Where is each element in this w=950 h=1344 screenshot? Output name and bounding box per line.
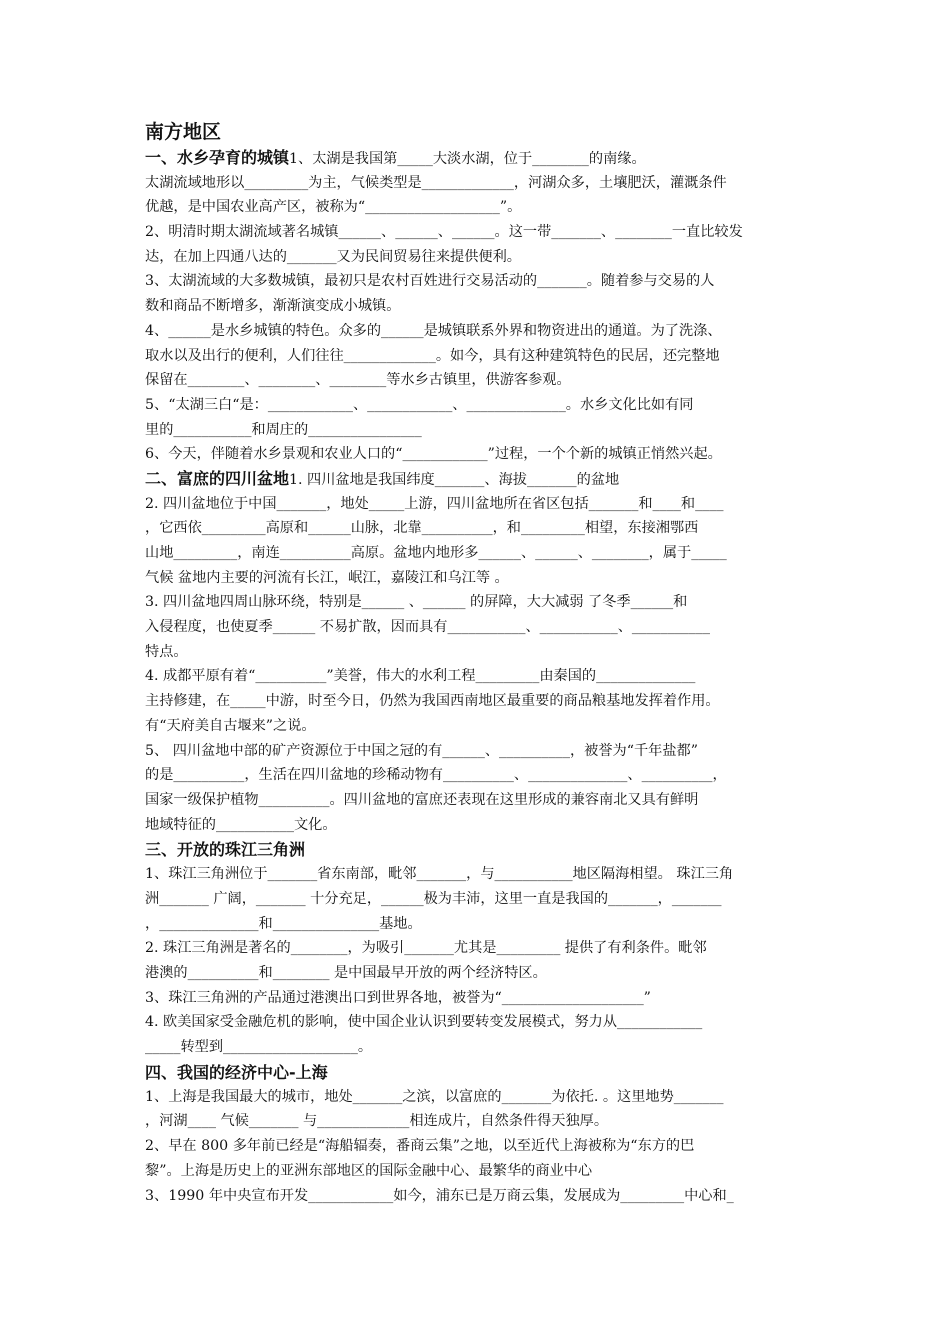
section-1-line: 5、“太湖三白“是：____________、____________、______________。水乡文化比如有同 (145, 396, 694, 413)
section-4-line: 3、1990 年中央宣布开发____________如今，浦东已是万商云集，发展成为_________中心和_ (145, 1187, 734, 1204)
section-4-line: 1、上海是我国最大的城市，地处_______之滨，以富庶的_______为依托. 。这里地势_______ (145, 1088, 724, 1105)
section-1-line: 取水以及出行的便利，人们往往_____________。如今，具有这种建筑特色的民居，还完整地 (145, 347, 720, 364)
section-2-heading: 二、富庶的四川盆地 (145, 468, 290, 488)
document-page (145, 118, 810, 1208)
page-title: 南方地区 (145, 121, 222, 143)
section-4-line: ，河湖____ 气候_______ 与_____________相连成片，自然条件得天独厚。 (145, 1113, 609, 1130)
section-1-line: 2、明清时期太湖流域著名城镇______、______、______。这一带_______、________一直比较发 (145, 224, 743, 241)
section-1-line: 达，在加上四通八达的_______又为民间贸易往来提供便利。 (145, 248, 521, 265)
section-2-line: 的是__________，生活在四川盆地的珍稀动物有__________、______________、__________， (145, 767, 727, 784)
section-3-line: 2. 珠江三角洲是著名的________，为吸引_______尤其是_________ 提供了有利条件。毗邻 (145, 940, 707, 957)
section-2-line: 入侵程度，也使夏季______ 不易扩散，因而具有___________、___________、___________ (145, 619, 710, 636)
section-3-line: _____转型到___________________。 (145, 1039, 373, 1056)
section-3-line: 港澳的__________和________ 是中国最早开放的两个经济特区。 (145, 965, 547, 981)
section-4-heading: 四、我国的经济中心-上海 (145, 1062, 328, 1082)
section-1-line: 6、今天，伴随着水乡景观和农业人口的“____________”过程，一个个新的城镇正悄然兴起。 (145, 446, 722, 463)
section-2-line: 5、 四川盆地中部的矿产资源位于中国之冠的有______、__________，被誉为“千年盐都” (145, 742, 698, 759)
section-4-line: 2、早在 800 多年前已经是“海船辐奏，番商云集”之地，以至近代上海被称为“东方的巴 (145, 1138, 695, 1155)
section-4-line: 黎”。上海是历史上的亚洲东部地区的国际金融中心、最繁华的商业中心 (145, 1162, 593, 1179)
section-1-line: 里的___________和周庄的________________ (145, 421, 422, 438)
section-1-first-line: 1、太湖是我国第_____大淡水湖，位于________的南缘。 (289, 151, 646, 167)
section-2-first-line: 1. 四川盆地是我国纬度_______、海拔_______的盆地 (289, 471, 620, 488)
section-3-heading: 三、开放的珠江三角洲 (145, 840, 306, 860)
section-2-line: 地域特征的___________文化。 (145, 816, 337, 833)
section-1-heading: 一、水乡孕育的城镇 (145, 148, 290, 167)
section-2-line: 山地_________，南连__________高原。盆地内地形多______、______、________，属于_____ (145, 545, 727, 561)
section-2-heading-line (145, 467, 810, 492)
section-2-line: 气候 盆地内主要的河流有长江，岷江，嘉陵江和乌江等 。 (145, 569, 509, 586)
section-3-line: 洲_______ 广阔，_______ 十分充足，______极为丰沛，这里一直是我国的_______，_______ (145, 890, 722, 907)
section-1-line: 保留在________、________、________等水乡古镇里，供游客参观。 (145, 372, 571, 389)
section-2-line: 4. 成都平原有着“__________”美誉，伟大的水利工程_________由秦国的______________ (145, 668, 696, 685)
section-2-line: 2. 四川盆地位于中国_______，地处_____上游，四川盆地所在省区包括_______和____和____ (145, 495, 724, 512)
section-2-line: 主持修建，在_____中游，时至今日，仍然为我国西南地区最重要的商品粮基地发挥着作用。 (145, 693, 720, 710)
section-1-line: 优越，是中国农业高产区，被称为“___________________”。 (145, 199, 522, 216)
section-1-line: 4、______是水乡城镇的特色。众多的______是城镇联系外界和物资进出的通道。为了洗涤、 (145, 322, 722, 339)
section-2-line: ，它西依_________高原和______山脉，北靠__________，和_________相望，东接湘鄂西 (145, 520, 699, 537)
section-1-heading-line (145, 146, 810, 171)
section-3-line: 1、珠江三角洲位于_______省东南部，毗邻_______，与___________地区隔海相望。 珠江三角 (145, 866, 734, 883)
section-1-line: 数和商品不断增多，渐渐演变成小城镇。 (145, 298, 401, 315)
section-2-line: 有“天府美自古堰来”之说。 (145, 717, 316, 734)
section-3-line: ，______________和_______________基地。 (145, 915, 422, 932)
section-3-line: 4. 欧美国家受金融危机的影响，使中国企业认识到要转变发展模式，努力从____________ (145, 1014, 703, 1031)
section-2-line: 国家一级保护植物__________。四川盆地的富庶还表现在这里形成的兼容南北又具有鲜明 (145, 791, 699, 808)
section-1-line: 3、太湖流域的大多数城镇，最初只是农村百姓进行交易活动的_______。随着参与交易的人 (145, 273, 715, 290)
section-2-line: 特点。 (145, 643, 188, 660)
section-3-line: 3、珠江三角洲的产品通过港澳出口到世界各地，被誉为“____________________” (145, 989, 651, 1006)
section-1-line: 太湖流域地形以_________为主，气候类型是_____________，河湖众多，土壤肥沃，灌溉条件 (145, 174, 727, 191)
section-2-line: 3. 四川盆地四周山脉环绕，特别是______ 、______ 的屏障，大大减弱 了冬季______和 (145, 594, 688, 611)
